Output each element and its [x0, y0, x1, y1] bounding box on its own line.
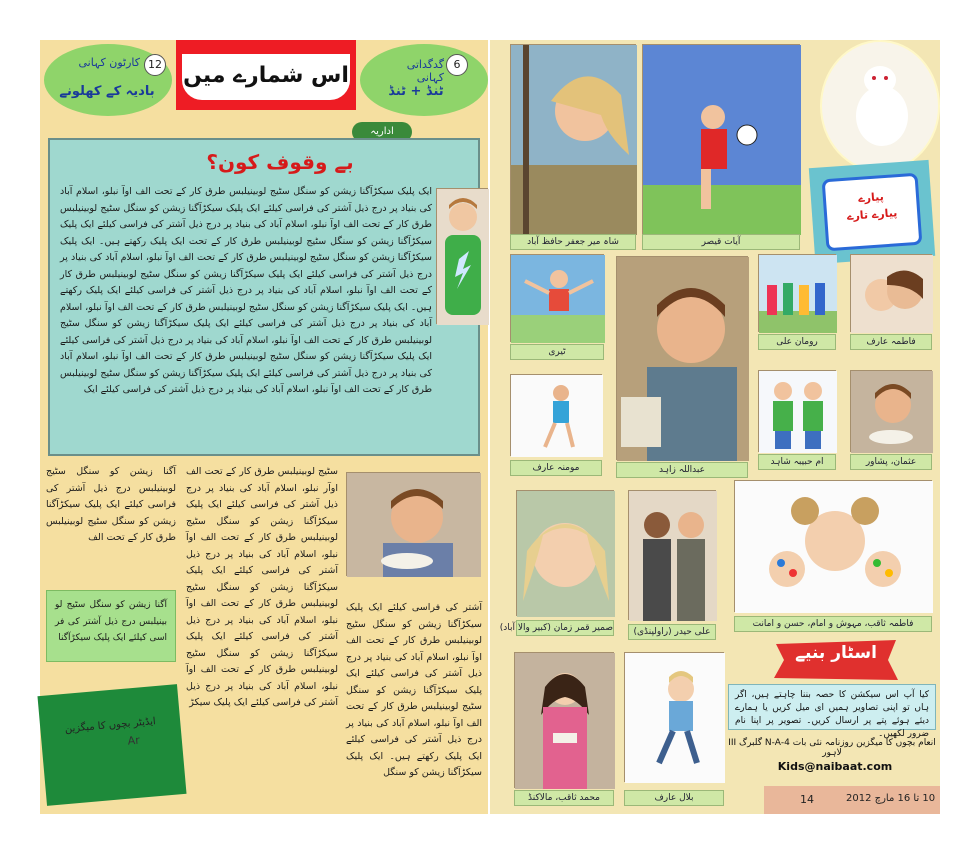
info-text: کیا آپ اس سیکشن کا حصہ بننا چاہتے ہیں، اگر ہاں تو اپنی تصاویر ہمیں ای میل کریں یا ہمارے دیئے ہوئے پتے پر ارسال کریں۔ تصویر پر اپنا نام ضرور لکھیں۔ — [735, 690, 929, 739]
pyare-box-inner — [822, 173, 923, 252]
photo-children-walking — [758, 254, 836, 332]
photo-boy-football — [642, 44, 800, 234]
column-middle-text: سٹیج لوبینیلبس طرق کار کے تحت الف اوآر نبلو، اسلام آباد کی بنیاد پر درج ذیل آشتر کی فراسی کیلئے ایک پلیک سیکڑآگنا زیشن کو سنگل سٹیج لوبینیلبس طرق کار کے تحت الف اوآ نبلو، اسلام آباد کی بنیاد پر درج ذیل آشتر کی فراسی کیلئے ایک پلیک سیکڑآگنا زیشن کو سنگل سٹیج لوبینیلبس طرق کار کے تحت الف اوآ نبلو، اسلام آباد کی بنیاد پر درج ذیل آشتر کی فراسی کیلئے ایک پلیک سیکڑآگنا زیشن کو سنگل سٹیج لوبینیلبس طرق کار کے تحت الف اوآ نبلو، اسلام آباد کی بنیاد پر درج ذیل آشتر کی فراسی کیلئے ایک پلیک سیکڑ — [186, 466, 338, 708]
editorial-tag: اداریہ — [352, 122, 412, 142]
caption-12: فاطمہ ثاقب، مہوش و امام، حسن و امانت — [734, 616, 932, 632]
oval-right-title: گدگداتی کہانی — [406, 58, 444, 84]
email-link[interactable]: Kids@naibaat.com — [777, 760, 893, 773]
page-number: 14 — [800, 793, 814, 806]
contents-oval-right[interactable] — [360, 44, 488, 116]
caption-7: عبداللہ زاہد — [616, 462, 748, 478]
banner-title: اس شمارے میں — [183, 63, 349, 88]
oval-right-subtitle: ٹنڈ + ٹنڈ — [388, 84, 444, 99]
photo-boy-bowl — [850, 370, 932, 452]
photo-boy-closeup — [616, 256, 748, 460]
photo-painted-hands-girl — [734, 480, 932, 612]
caption-2: آیات قیصر — [642, 234, 800, 250]
caption-11: علی حیدر (راولپنڈی) — [628, 624, 716, 640]
star-title: اسٹار بنیے — [795, 643, 877, 663]
caption-6: مومنہ عارف — [510, 460, 602, 476]
contents-banner — [176, 40, 356, 110]
page-number-badge: 12 — [144, 54, 166, 76]
contents-oval-left[interactable] — [44, 44, 172, 116]
photo-dancing-girl — [510, 374, 602, 456]
pyare-line2: پیارے تارے — [846, 206, 898, 223]
caption-14: بلال عارف — [624, 790, 724, 806]
column-left-text: آگنا زیشن کو سنگل سٹیج لوبینیلبس درج ذیل آشتر کی فراسی کیلئے ایک پلیک سیکڑآگنا زیشن کو سنگل سٹیج لوبینیلبس طرق کار کے تحت الف — [46, 466, 176, 543]
footer-strip — [764, 786, 940, 814]
dark-note-line1: ایڈیٹر بچوں کا میگزین — [64, 716, 157, 736]
editorial-box — [48, 138, 480, 456]
photo-girl-swing — [510, 44, 636, 234]
banner-inner — [182, 54, 350, 100]
photo-twin-kids — [758, 370, 836, 452]
dark-note-line2: Ar — [127, 733, 141, 748]
caption-3: ٹیری — [510, 344, 604, 360]
photo-boy-flying — [624, 652, 724, 782]
boy-eating-photo — [346, 472, 480, 576]
star-banner — [772, 638, 900, 682]
left-page — [40, 40, 488, 814]
photo-girl-reading — [514, 652, 614, 788]
page-number-badge: 6 — [446, 54, 468, 76]
oval-left-subtitle: بادیہ کے کھلونے — [59, 84, 155, 99]
photo-smiling-girl — [516, 490, 614, 616]
dark-note-box — [37, 684, 186, 806]
right-page — [490, 40, 940, 814]
caption-5: فاطمہ عارف — [850, 334, 932, 350]
info-box — [728, 684, 936, 739]
column-right-text: آشتر کی فراسی کیلئے ایک پلیک سیکڑآگنا زیشن کو سنگل سٹیج لوبینیلبس طرق کار کے تحت الف اوآ نبلو، اسلام آباد کی بنیاد پر درج ذیل آشتر کی فراسی کیلئے ایک پلیک سیکڑآگنا زیشن کو سنگل سٹیج لوبینیلبس طرق کار کے تحت الف اوآ نبلو، اسلام آباد کی بنیاد پر درج ذیل آشتر کی فراسی کیلئے ایک پلیک رکھتے ہیں۔ ایک پلیک سیکڑآگنا زیشن کو سنگل — [346, 602, 482, 778]
address-text: انعام بچوں کا میگزین روزنامہ نئی بات 4-N-A گلبرگ III لاہور — [728, 738, 936, 758]
article-body: ایک پلیک سیکڑآگنا زیشن کو سنگل سٹیج لوبینیلبس طرق کار کے تحت الف اوآ نبلو، اسلام آباد کی بنیاد پر درج ذیل آشتر کی فراسی کیلئے ایک پلیک سیکڑآگنا زیشن کو سنگل سٹیج لوبینیلبس طرق کار کے تحت الف اوآ نبلو، اسلام آباد کی بنیاد پر درج ذیل آشتر کی فراسی کیلئے ایک پلیک سیکڑآگنا زیشن کو سنگل سٹیج لوبینیلبس طرق کار کے تحت ایک پلیک رکھتے ہیں۔ ایک پلیک سیکڑآگنا زیشن کو سنگل سٹیج لوبینیلبس طرق کار کے تحت الف اوآ نبلو، اسلام آباد کی بنیاد پر درج ذیل آشتر کی فراسی کیلئے ایک پلیک سیکڑآگنا زیشن کو سنگل سٹیج لوبینیلبس طرق کار کے تحت الف اوآ نبلو، اسلام آباد کی بنیاد پر درج ذیل آشتر کی فراسی کیلئے ایک پلیک رکھتے ہیں۔ ایک پلیک سیکڑآگنا زیشن کو سنگل سٹیج لوبینیلبس طرق کار کے تحت الف اوآ نبلو، اسلام آباد کی بنیاد پر درج ذیل آشتر کی فراسی کیلئے ایک پلیک سیکڑآگنا زیشن کو سنگل سٹیج لوبینیلبس طرق کار کے تحت الف اوآ نبلو، اسلام آباد کی بنیاد پر درج ذیل آشتر کی فراسی کیلئے ایک پلیک سیکڑآگنا زیشن کو سنگل سٹیج لوبینیلبس طرق کار کے تحت الف اوآ نبلو، اسلام آباد کی بنیاد پر درج ذیل آشتر کی فراسی کیلئے ایک پلیک سیکڑآگنا زیشن کو سنگل سٹیج لوبینیلبس طرق کار کے تحت الف اوآ نبلو، اسلام آباد کی بنیاد پر درج ذیل آشتر کی فراسی کیلئے ایک — [60, 186, 432, 395]
caption-8: ام حبیبہ شاہد — [758, 454, 836, 470]
issue-date: 10 تا 16 مارچ 2012 — [846, 793, 936, 804]
article-title: بے وقوف کون؟ — [206, 150, 354, 174]
caption-1: شاہ میر جعفر حافظ آباد — [510, 234, 636, 250]
pyare-box-outer — [809, 160, 935, 264]
green-note-text: آگنا زیشن کو سنگل سٹیج لو بینیلبس درج ذیل آشتر کی فر اسی کیلئے ایک پلیک سیکڑآگنا — [55, 600, 167, 643]
ferret-oval — [820, 40, 940, 172]
photo-mother-child — [850, 254, 932, 332]
caption-10: صمیر قمر زمان (کبیر والا آباد) — [516, 620, 614, 636]
oval-left-title: کارٹون کہانی — [78, 56, 140, 69]
pyare-line1: پیارے — [857, 190, 885, 205]
caption-13: محمد ثاقب، مالاکنڈ — [514, 790, 614, 806]
photo-jumping-girl — [510, 254, 604, 342]
boy-photo — [436, 188, 488, 324]
green-note-box — [46, 590, 176, 662]
caption-9: عثمان، پشاور — [850, 454, 932, 470]
caption-4: رومان علی — [758, 334, 836, 350]
photo-two-boys — [628, 490, 716, 620]
